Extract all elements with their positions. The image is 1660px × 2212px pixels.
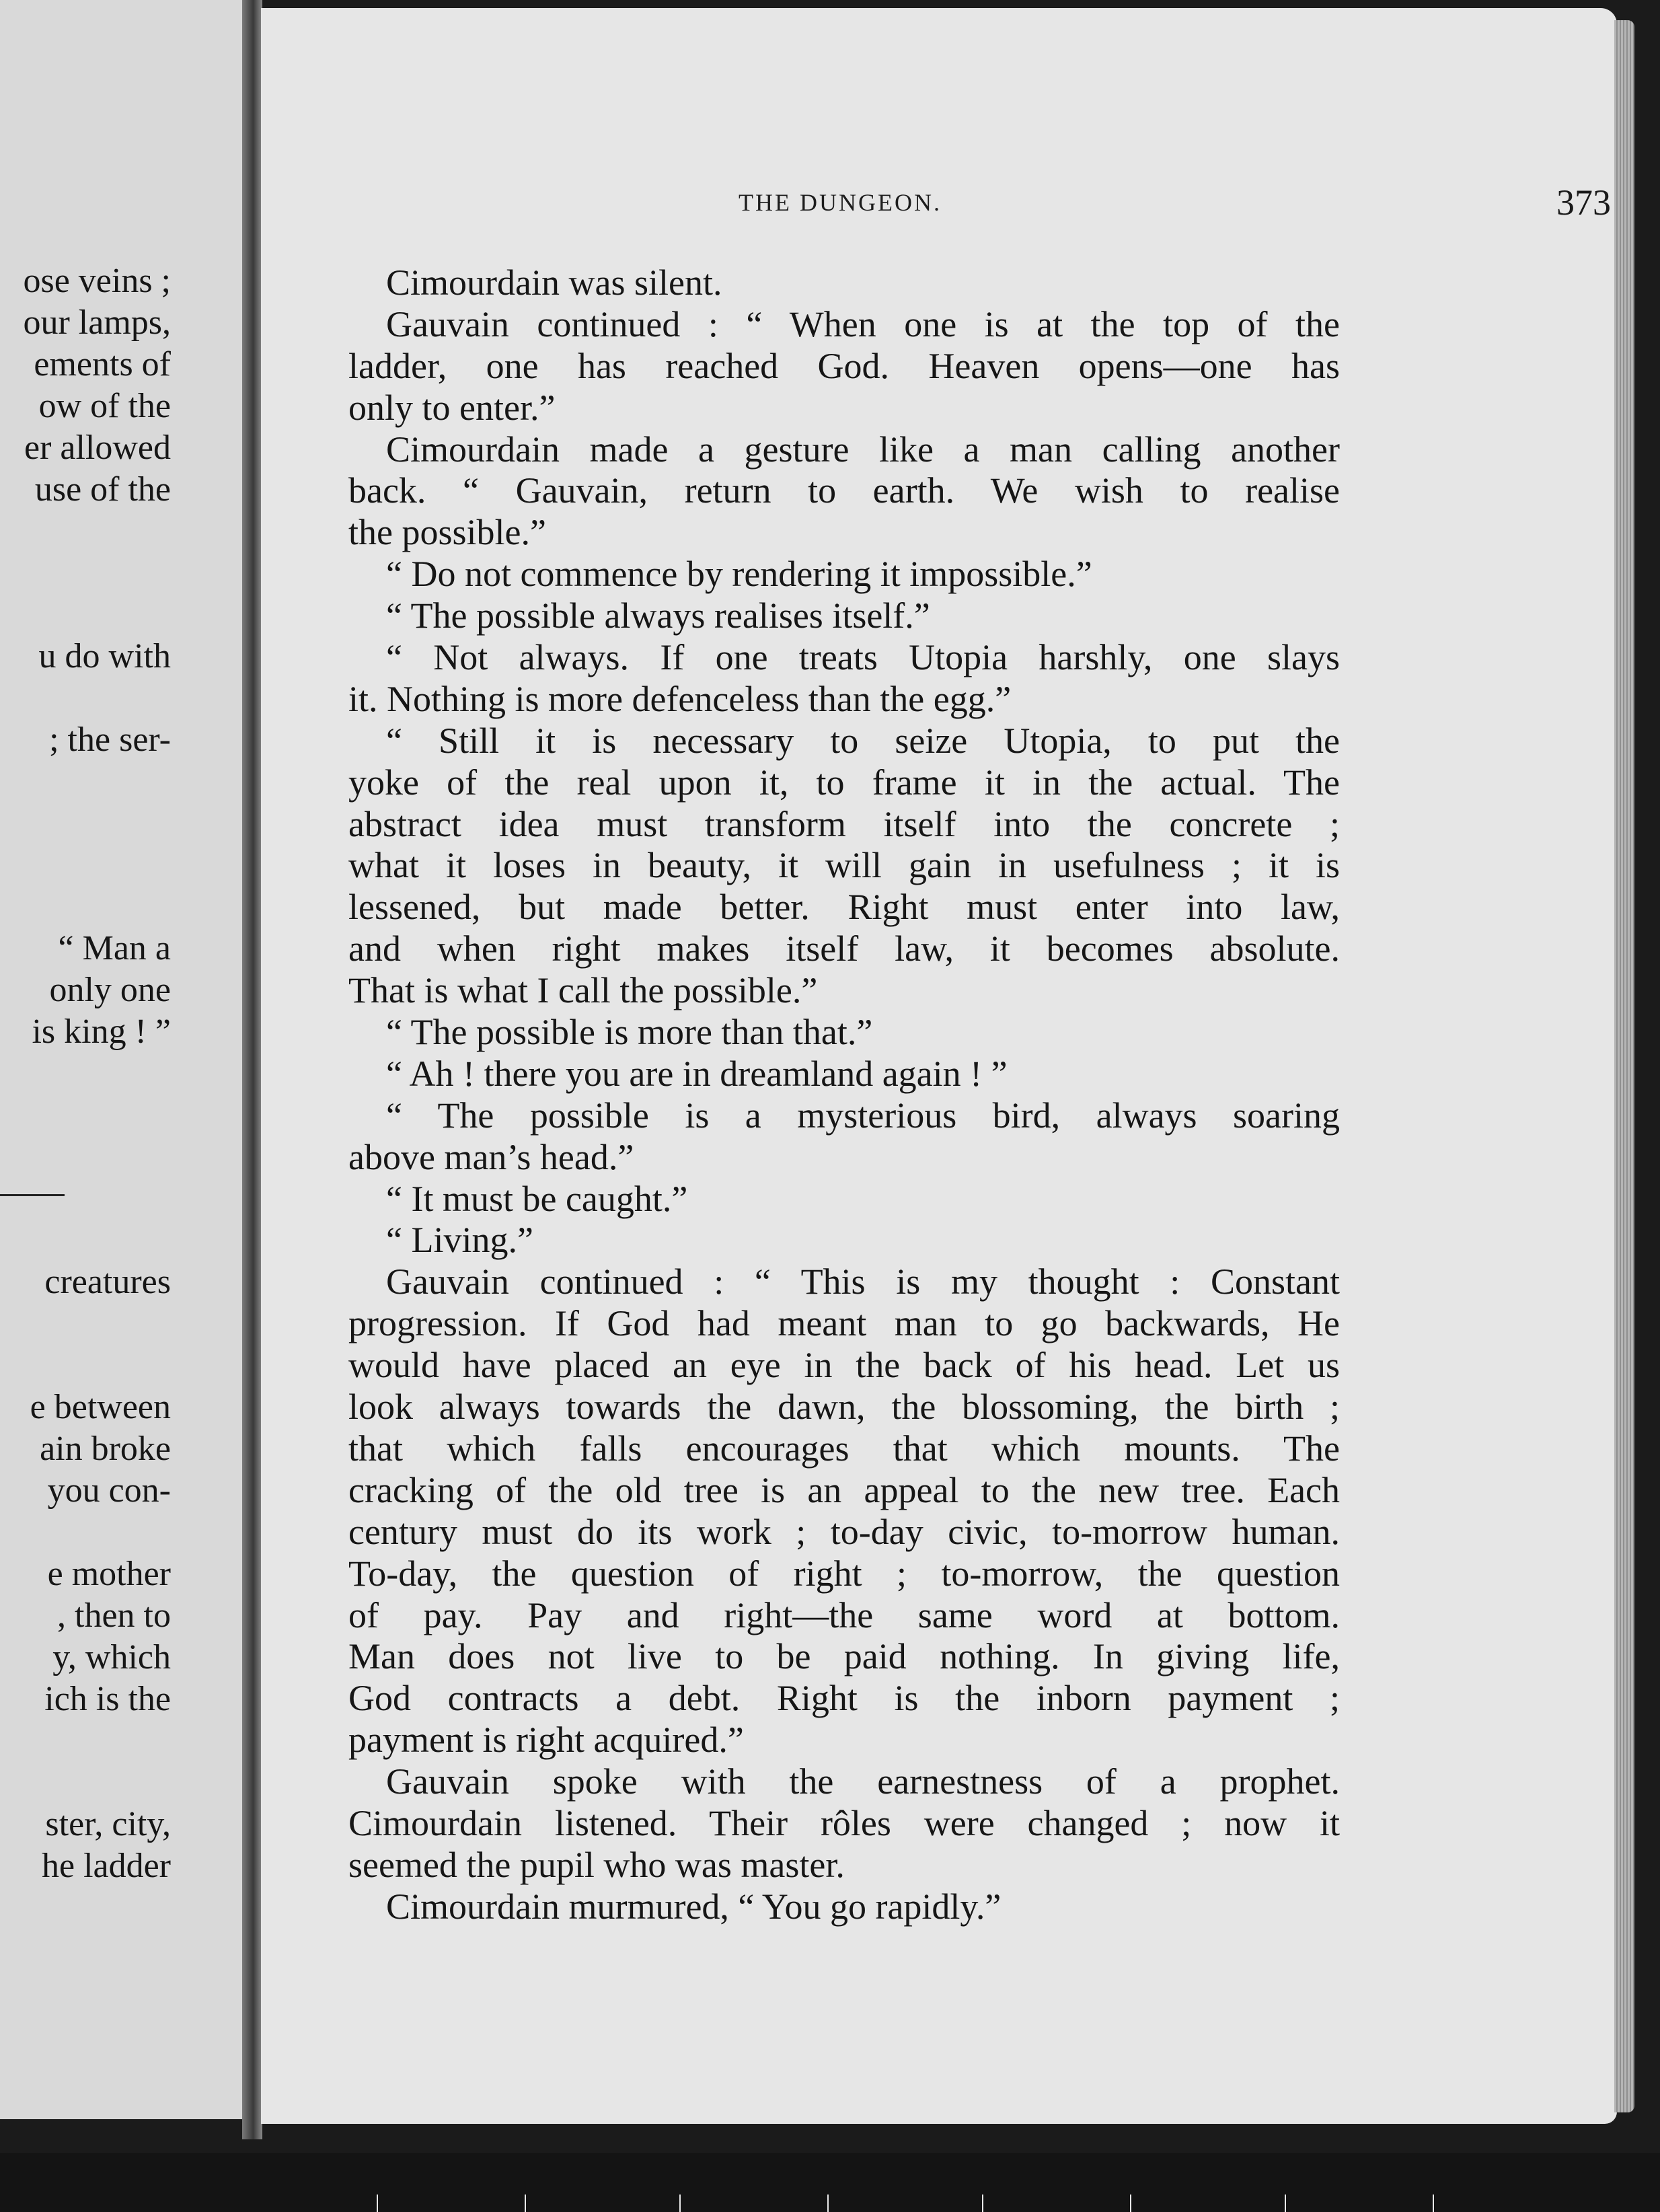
left-page-line: er allowed <box>24 429 171 467</box>
text-line: “ The possible is more than that.” <box>386 1012 873 1053</box>
text-line: progression. If God had meant man to go backwards, He <box>348 1303 1340 1344</box>
text-line: That is what I call the possible.” <box>348 970 818 1011</box>
text-line: “ Do not commence by rendering it impossible.” <box>386 554 1092 595</box>
left-page-line: u do with <box>38 637 171 675</box>
text-line: “ The possible is a mysterious bird, always soaring <box>386 1095 1340 1136</box>
scan-border-mark <box>679 2195 681 2212</box>
text-line: ladder, one has reached God. Heaven opens—one has <box>348 345 1340 386</box>
text-line: back. “ Gauvain, return to earth. We wish to realise <box>348 470 1340 511</box>
page-text <box>348 262 1340 1928</box>
text-line: would have placed an eye in the back of his head. Let us <box>348 1345 1340 1386</box>
text-line: God contracts a debt. Right is the inborn payment ; <box>348 1678 1340 1719</box>
left-page-line: , then to <box>57 1596 171 1635</box>
left-page-line: ow of the <box>38 387 171 425</box>
left-page-line: you con- <box>47 1471 171 1510</box>
text-line: Cimourdain murmured, “ You go rapidly.” <box>386 1886 1002 1927</box>
text-line: seemed the pupil who was master. <box>348 1844 845 1885</box>
text-line: of pay. Pay and right—the same word at bottom. <box>348 1594 1340 1635</box>
text-line: Gauvain spoke with the earnestness of a prophet. <box>386 1761 1340 1802</box>
left-page-line: is king ! ” <box>32 1012 171 1051</box>
text-line: “ The possible always realises itself.” <box>386 595 930 636</box>
scan-border-mark <box>1433 2195 1434 2212</box>
text-line: lessened, but made better. Right must enter into law, <box>348 887 1340 928</box>
scan-border-mark <box>982 2195 983 2212</box>
scan-border-mark <box>525 2195 526 2212</box>
left-page-line: ain broke <box>40 1430 171 1468</box>
left-page-line: ose veins ; <box>23 262 171 300</box>
text-line: Gauvain continued : “ This is my thought : Constant <box>386 1261 1340 1302</box>
left-page-line: only one <box>49 971 171 1009</box>
page-number: 373 <box>1556 182 1611 223</box>
left-page-line: “ Man a <box>58 929 171 967</box>
scan-border-mark <box>1130 2195 1131 2212</box>
left-page-line: ster, city, <box>45 1805 171 1843</box>
left-page-line: ements of <box>34 345 171 383</box>
text-line: that which falls encourages that which mounts. The <box>348 1428 1340 1469</box>
page-block-edge <box>1614 20 1634 2112</box>
left-page-line: use of the <box>34 470 171 509</box>
scan-border-mark <box>827 2195 829 2212</box>
text-line: look always towards the dawn, the blossoming, the birth ; <box>348 1387 1340 1428</box>
text-line: payment is right acquired.” <box>348 1720 744 1761</box>
text-line: century must do its work ; to-day civic, to-morrow human. <box>348 1511 1340 1552</box>
text-line: Gauvain continued : “ When one is at the top of the <box>386 303 1340 344</box>
text-line: the possible.” <box>348 512 546 553</box>
running-head-title: THE DUNGEON. <box>739 189 942 216</box>
scan-border-mark <box>377 2195 378 2212</box>
text-line: only to enter.” <box>348 387 556 428</box>
text-line: it. Nothing is more defenceless than the egg.” <box>348 678 1012 719</box>
text-line: cracking of the old tree is an appeal to the new tree. Each <box>348 1469 1340 1510</box>
text-line: what it loses in beauty, it will gain in usefulness ; it is <box>348 845 1340 886</box>
text-line: Cimourdain was silent. <box>386 262 722 303</box>
section-rule <box>0 1194 65 1196</box>
left-page-line: our lamps, <box>23 303 171 342</box>
text-line: Cimourdain made a gesture like a man calling another <box>386 429 1340 470</box>
text-line: abstract idea must transform itself into the concrete ; <box>348 803 1340 844</box>
text-line: “ It must be caught.” <box>386 1178 688 1219</box>
left-page-line: creatures <box>44 1263 171 1301</box>
left-page-line: e mother <box>47 1555 171 1593</box>
left-page-line: he ladder <box>41 1847 171 1885</box>
text-line: To-day, the question of right ; to-morrow, the question <box>348 1553 1340 1594</box>
left-page <box>0 0 250 2119</box>
text-line: above man’s head.” <box>348 1136 634 1177</box>
scan-bottom-border <box>0 2153 1660 2212</box>
text-line: and when right makes itself law, it becomes absolute. <box>348 928 1340 969</box>
left-page-line: e between <box>30 1388 171 1426</box>
left-page-line: y, which <box>52 1638 171 1676</box>
left-page-line: ; the ser- <box>49 721 171 759</box>
text-line: “ Living.” <box>386 1220 533 1261</box>
text-line: Man does not live to be paid nothing. In giving life, <box>348 1636 1340 1677</box>
left-page-line: ich is the <box>44 1680 171 1718</box>
text-line: “ Ah ! there you are in dreamland again ! ” <box>386 1053 1008 1094</box>
text-line: “ Still it is necessary to seize Utopia, to put the <box>386 720 1340 761</box>
book-gutter <box>242 0 262 2139</box>
text-line: “ Not always. If one treats Utopia harshly, one slays <box>386 637 1340 678</box>
text-line: Cimourdain listened. Their rôles were changed ; now it <box>348 1802 1340 1843</box>
right-page <box>261 8 1617 2124</box>
scan-border-mark <box>1285 2195 1286 2212</box>
text-line: yoke of the real upon it, to frame it in the actual. The <box>348 762 1340 803</box>
